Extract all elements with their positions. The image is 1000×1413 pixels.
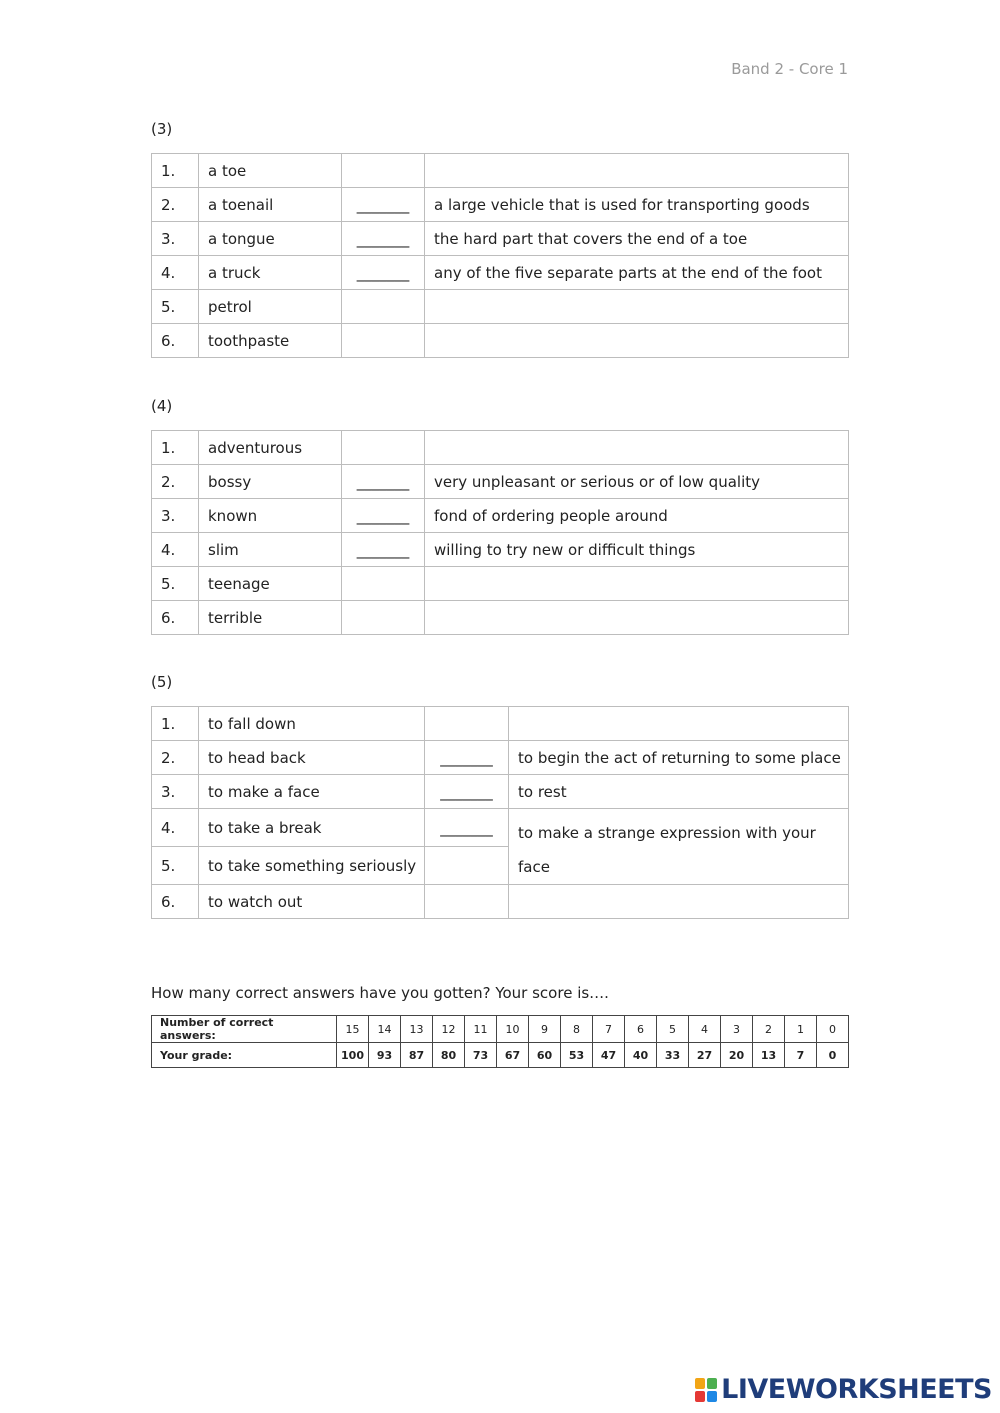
answer-blank[interactable]: _______: [425, 775, 509, 809]
correct-count-cell: 6: [625, 1016, 657, 1043]
item-word: a toenail: [199, 188, 342, 222]
grade-row: [152, 1043, 849, 1068]
table-row: [152, 465, 849, 499]
section-5-label: (5): [151, 673, 173, 691]
item-word: to take something seriously: [199, 847, 425, 885]
item-definition: [425, 324, 849, 358]
item-definition: [425, 567, 849, 601]
item-definition: [425, 154, 849, 188]
correct-count-cell: 8: [561, 1016, 593, 1043]
item-number: 1.: [152, 707, 199, 741]
item-definition: a large vehicle that is used for transporting goods: [425, 188, 849, 222]
item-word: known: [199, 499, 342, 533]
answer-blank[interactable]: _______: [342, 533, 425, 567]
grade-label: Your grade:: [152, 1043, 337, 1068]
grade-cell: 7: [785, 1043, 817, 1068]
answer-blank[interactable]: [342, 601, 425, 635]
table-row: [152, 324, 849, 358]
item-number: 4.: [152, 256, 199, 290]
grade-cell: 20: [721, 1043, 753, 1068]
table-row: [152, 431, 849, 465]
grade-table: [151, 1015, 849, 1068]
item-number: 4.: [152, 809, 199, 847]
correct-count-cell: 10: [497, 1016, 529, 1043]
correct-count-cell: 11: [465, 1016, 497, 1043]
item-word: a truck: [199, 256, 342, 290]
item-number: 2.: [152, 741, 199, 775]
item-definition: [509, 885, 849, 919]
score-question: How many correct answers have you gotten? Your score is….: [151, 984, 609, 1002]
correct-answers-label: Number of correct answers:: [152, 1016, 337, 1043]
answer-blank[interactable]: _______: [425, 741, 509, 775]
item-definition: fond of ordering people around: [425, 499, 849, 533]
table-row: [152, 222, 849, 256]
table-row: [152, 499, 849, 533]
item-definition: any of the five separate parts at the end of the foot: [425, 256, 849, 290]
item-word: to fall down: [199, 707, 425, 741]
item-word: to make a face: [199, 775, 425, 809]
liveworksheets-logo: [695, 1374, 992, 1405]
grade-cell: 33: [657, 1043, 689, 1068]
answer-blank[interactable]: [425, 847, 509, 885]
item-definition: very unpleasant or serious or of low quality: [425, 465, 849, 499]
grade-cell: 47: [593, 1043, 625, 1068]
answer-blank[interactable]: [342, 290, 425, 324]
correct-count-cell: 0: [817, 1016, 849, 1043]
item-word: to take a break: [199, 809, 425, 847]
item-number: 5.: [152, 567, 199, 601]
grade-cell: 73: [465, 1043, 497, 1068]
grade-cell: 87: [401, 1043, 433, 1068]
grade-cell: 80: [433, 1043, 465, 1068]
correct-answers-row: [152, 1016, 849, 1043]
correct-count-cell: 9: [529, 1016, 561, 1043]
table-row: [152, 567, 849, 601]
item-word: bossy: [199, 465, 342, 499]
item-definition: willing to try new or difficult things: [425, 533, 849, 567]
correct-count-cell: 14: [369, 1016, 401, 1043]
table-row: [152, 809, 849, 847]
item-number: 4.: [152, 533, 199, 567]
table-row: [152, 533, 849, 567]
section-4-table: [151, 430, 849, 635]
section-5-table: [151, 706, 849, 919]
correct-count-cell: 15: [337, 1016, 369, 1043]
table-row: [152, 188, 849, 222]
item-word: a toe: [199, 154, 342, 188]
section-3-label: (3): [151, 120, 173, 138]
answer-blank[interactable]: _______: [342, 256, 425, 290]
grade-cell: 13: [753, 1043, 785, 1068]
table-row: [152, 290, 849, 324]
item-definition: the hard part that covers the end of a toe: [425, 222, 849, 256]
table-row: [152, 256, 849, 290]
item-definition: [425, 290, 849, 324]
section-4-label: (4): [151, 397, 173, 415]
answer-blank[interactable]: [342, 154, 425, 188]
item-definition: to begin the act of returning to some place: [509, 741, 849, 775]
item-definition: [509, 707, 849, 741]
correct-count-cell: 12: [433, 1016, 465, 1043]
table-row: [152, 601, 849, 635]
correct-count-cell: 2: [753, 1016, 785, 1043]
answer-blank[interactable]: [342, 431, 425, 465]
item-number: 6.: [152, 885, 199, 919]
section-3-table: [151, 153, 849, 358]
item-number: 1.: [152, 154, 199, 188]
grade-cell: 60: [529, 1043, 561, 1068]
answer-blank[interactable]: [342, 567, 425, 601]
correct-count-cell: 1: [785, 1016, 817, 1043]
item-number: 3.: [152, 222, 199, 256]
item-word: petrol: [199, 290, 342, 324]
page-header: Band 2 - Core 1: [731, 60, 848, 78]
answer-blank[interactable]: _______: [425, 809, 509, 847]
item-number: 2.: [152, 465, 199, 499]
table-row: [152, 707, 849, 741]
item-number: 6.: [152, 324, 199, 358]
correct-count-cell: 13: [401, 1016, 433, 1043]
item-number: 3.: [152, 499, 199, 533]
item-definition: to rest: [509, 775, 849, 809]
item-word: slim: [199, 533, 342, 567]
item-word: teenage: [199, 567, 342, 601]
table-row: [152, 885, 849, 919]
grade-cell: 0: [817, 1043, 849, 1068]
answer-blank[interactable]: _______: [342, 188, 425, 222]
item-definition: [425, 601, 849, 635]
table-row: [152, 775, 849, 809]
item-number: 3.: [152, 775, 199, 809]
item-definition: [425, 431, 849, 465]
answer-blank[interactable]: [425, 885, 509, 919]
item-number: 6.: [152, 601, 199, 635]
table-row: [152, 741, 849, 775]
answer-blank[interactable]: _______: [342, 222, 425, 256]
answer-blank[interactable]: _______: [342, 465, 425, 499]
brand-name: LIVEWORKSHEETS: [721, 1374, 992, 1405]
grade-cell: 67: [497, 1043, 529, 1068]
item-number: 5.: [152, 290, 199, 324]
grade-cell: 100: [337, 1043, 369, 1068]
item-word: terrible: [199, 601, 342, 635]
table-row: [152, 154, 849, 188]
item-number: 5.: [152, 847, 199, 885]
item-word: to head back: [199, 741, 425, 775]
item-word: adventurous: [199, 431, 342, 465]
liveworksheets-icon: [695, 1378, 717, 1402]
grade-cell: 53: [561, 1043, 593, 1068]
correct-count-cell: 7: [593, 1016, 625, 1043]
correct-count-cell: 3: [721, 1016, 753, 1043]
item-number: 1.: [152, 431, 199, 465]
answer-blank[interactable]: _______: [342, 499, 425, 533]
correct-count-cell: 5: [657, 1016, 689, 1043]
item-word: to watch out: [199, 885, 425, 919]
grade-cell: 40: [625, 1043, 657, 1068]
item-word: toothpaste: [199, 324, 342, 358]
answer-blank[interactable]: [425, 707, 509, 741]
grade-cell: 27: [689, 1043, 721, 1068]
item-number: 2.: [152, 188, 199, 222]
grade-cell: 93: [369, 1043, 401, 1068]
answer-blank[interactable]: [342, 324, 425, 358]
item-definition: to make a strange expression with your face: [509, 809, 849, 885]
correct-count-cell: 4: [689, 1016, 721, 1043]
item-word: a tongue: [199, 222, 342, 256]
